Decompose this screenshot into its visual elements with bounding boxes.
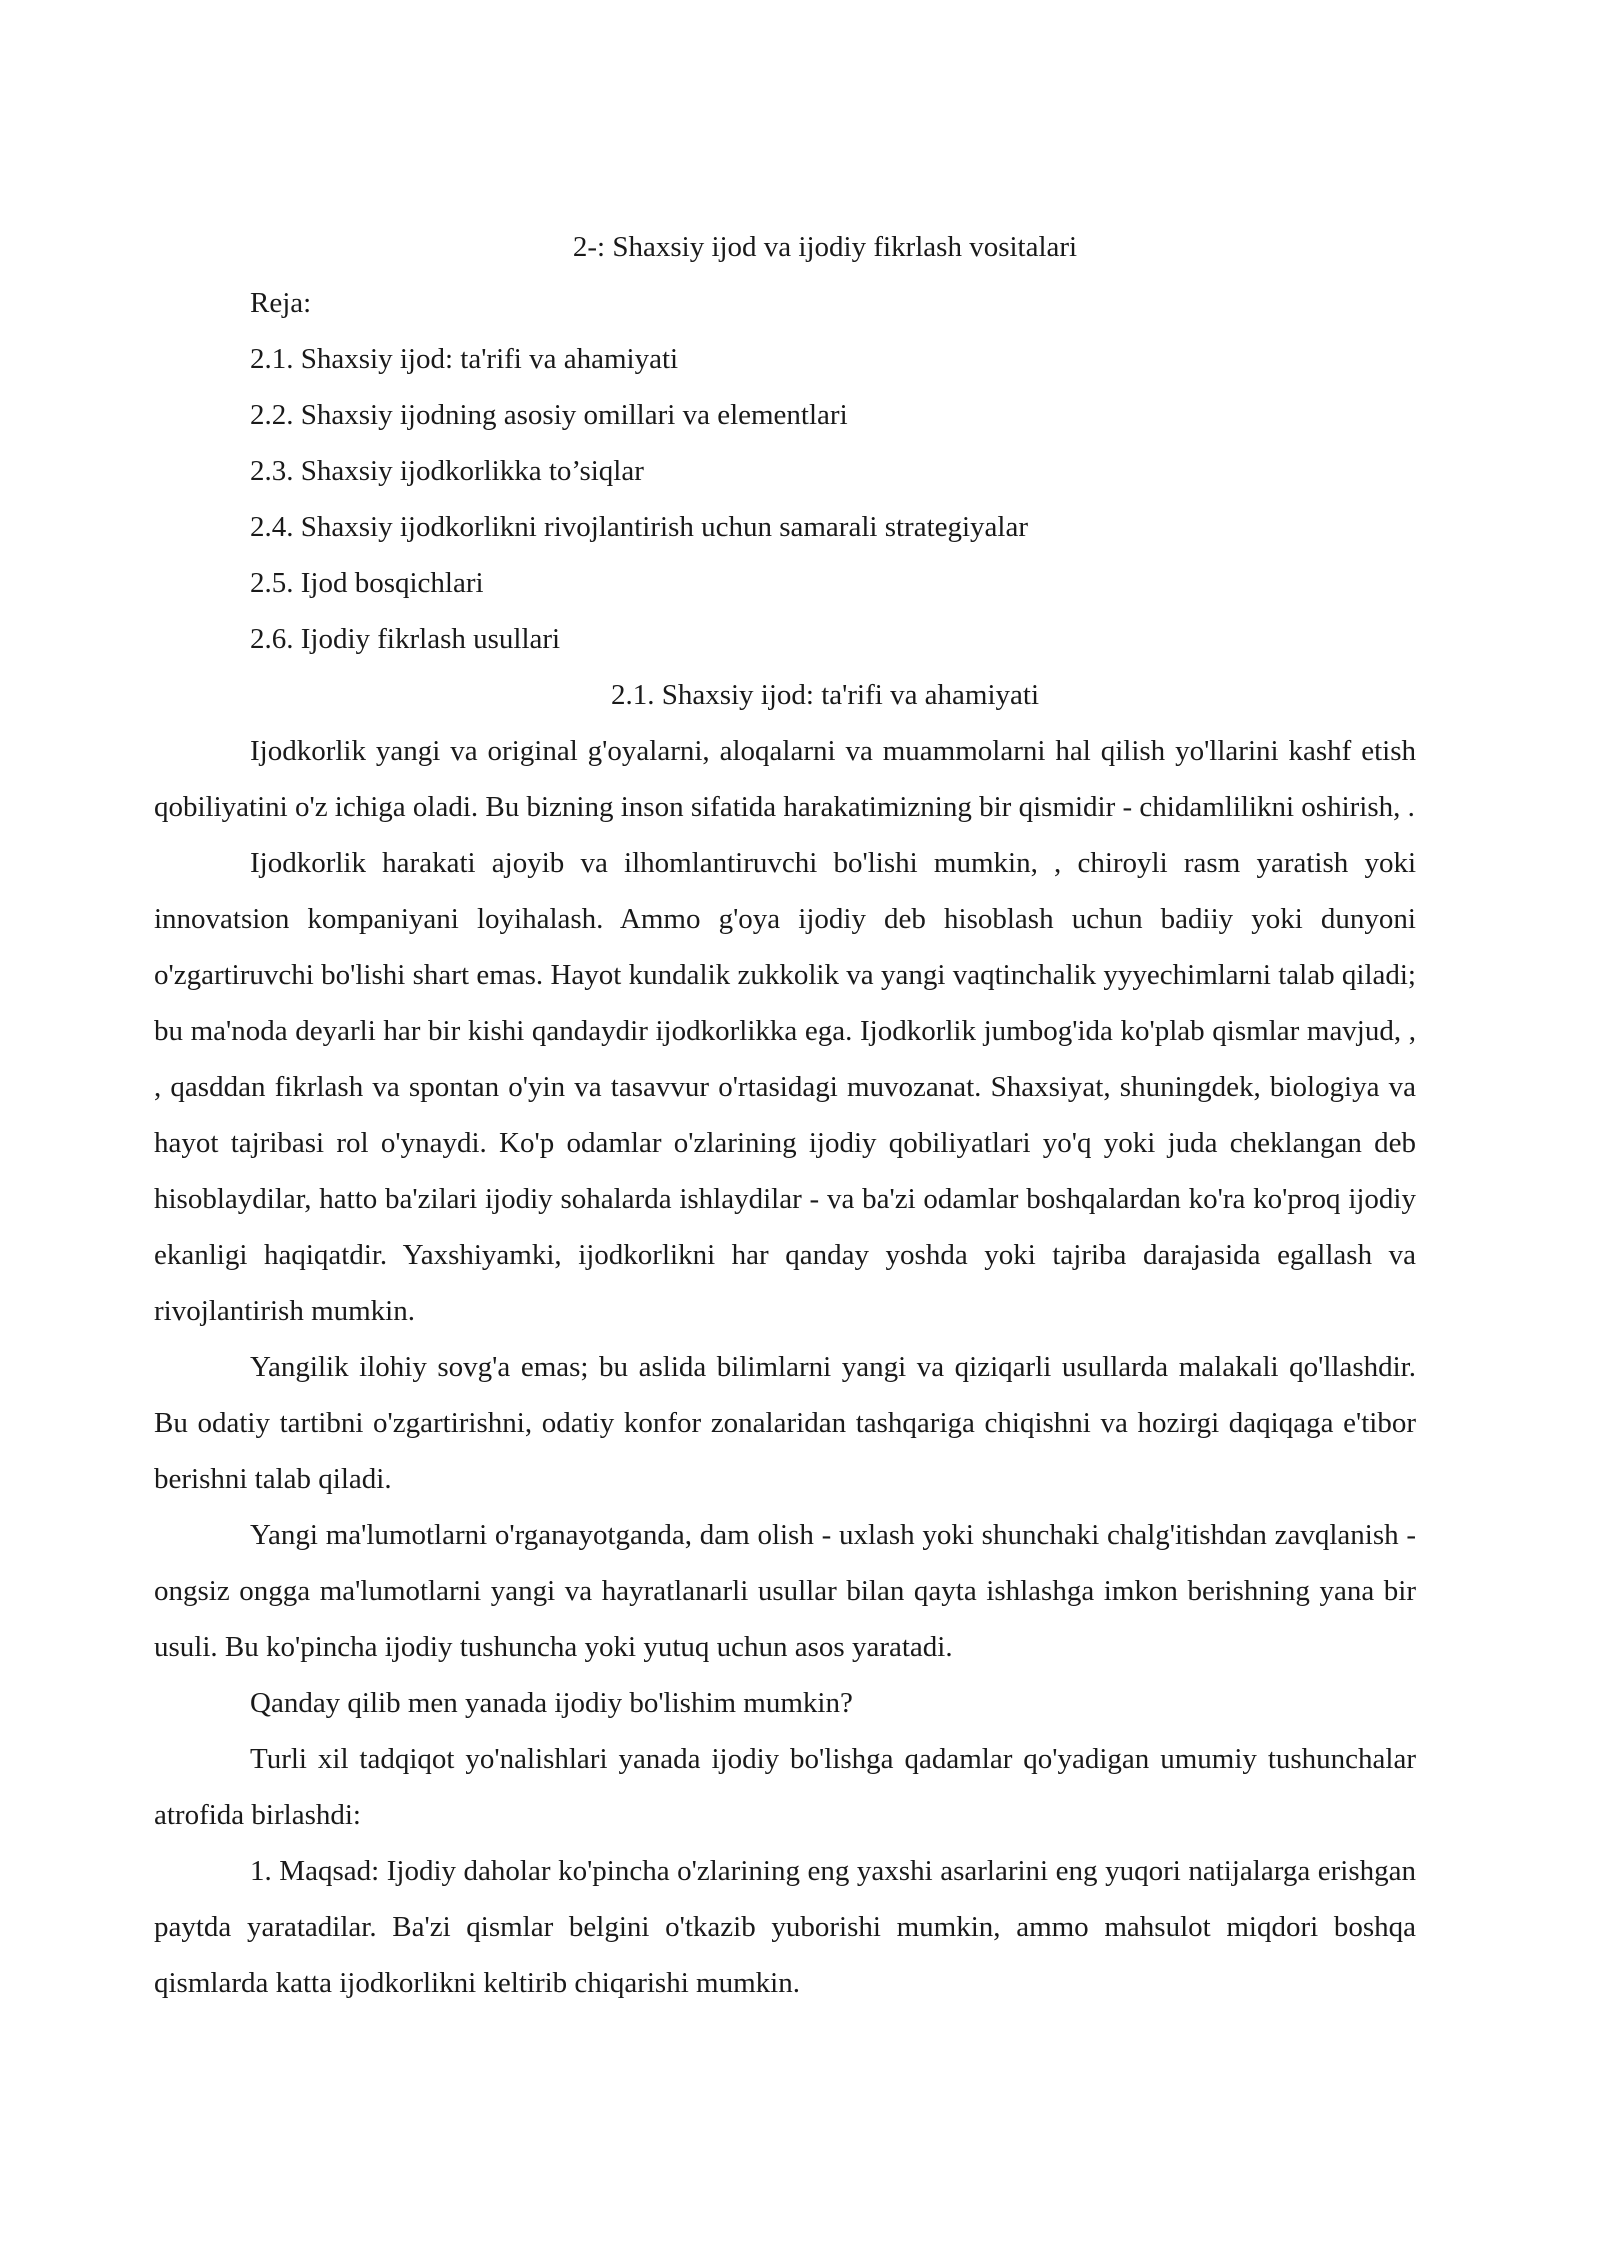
- document-body: [154, 220, 1416, 2011]
- plan-item: 2.1. Shaxsiy ijod: ta'rifi va ahamiyati: [250, 343, 679, 375]
- plan-label: Reja:: [250, 287, 312, 319]
- plan-item: 2.3. Shaxsiy ijodkorlikka to’siqlar: [250, 455, 644, 487]
- paragraph: Turli xil tadqiqot yo'nalishlari yanada ijodiy bo'lishga qadamlar qo'yadigan umumiy tushunchalar atrofida birlashdi:: [154, 1743, 1416, 1831]
- plan-item: 2.5. Ijod bosqichlari: [250, 567, 484, 599]
- paragraph: 1. Maqsad: Ijodiy daholar ko'pincha o'zlarining eng yaxshi asarlarini eng yuqori natijalarga erishgan paytda yaratadilar. Ba'zi qismlar belgini o'tkazib yuborishi mumkin, ammo mahsulot miqdori boshqa qismlarda katta ijodkorlikni keltirib chiqarishi mumkin.: [154, 1855, 1416, 1999]
- paragraph: Yangilik ilohiy sovg'a emas; bu aslida bilimlarni yangi va qiziqarli usullarda malakali qo'llashdir. Bu odatiy tartibni o'zgartirishni, odatiy konfor zonalaridan tashqariga chiqishni va hozirgi daqiqaga e'tibor berishni talab qiladi.: [154, 1351, 1416, 1495]
- paragraph: Ijodkorlik harakati ajoyib va ilhomlantiruvchi bo'lishi mumkin, , chiroyli rasm yaratish yoki innovatsion kompaniyani loyihalash. Ammo g'oya ijodiy deb hisoblash uchun badiiy yoki dunyoni o'zgartiruvchi bo'lishi shart emas. Hayot kundalik zukkolik va yangi vaqtinchalik yyyechimlarni talab qiladi; bu ma'noda deyarli har bir kishi qandaydir ijodkorlikka ega. Ijodkorlik jumbog'ida ko'plab qismlar mavjud, , , qasddan fikrlash va spontan o'yin va tasavvur o'rtasidagi muvozanat. Shaxsiyat, shuningdek, biologiya va hayot tajribasi rol o'ynaydi. Ko'p odamlar o'zlarining ijodiy qobiliyatlari yo'q yoki juda cheklangan deb hisoblaydilar, hatto ba'zilari ijodiy sohalarda ishlaydilar - va ba'zi odamlar boshqalardan ko'ra ko'proq ijodiy ekanligi haqiqatdir. Yaxshiyamki, ijodkorlikni har qanday yoshda yoki tajriba darajasida egallash va rivojlantirish mumkin.: [154, 847, 1416, 1327]
- document-title: 2-: Shaxsiy ijod va ijodiy fikrlash vositalari: [572, 231, 1078, 263]
- plan-item: 2.6. Ijodiy fikrlash usullari: [250, 623, 561, 655]
- plan-item: 2.4. Shaxsiy ijodkorlikni rivojlantirish uchun samarali strategiyalar: [250, 511, 1029, 543]
- section-heading: 2.1. Shaxsiy ijod: ta'rifi va ahamiyati: [610, 679, 1040, 711]
- paragraph: Ijodkorlik yangi va original g'oyalarni, aloqalarni va muammolarni hal qilish yo'llarini kashf etish qobiliyatini o'z ichiga oladi. Bu bizning inson sifatida harakatimizning bir qismidir - chidamlilikni oshirish, .: [154, 735, 1416, 823]
- paragraph: Yangi ma'lumotlarni o'rganayotganda, dam olish - uxlash yoki shunchaki chalg'itishdan zavqlanish - ongsiz ongga ma'lumotlarni yangi va hayratlanarli usullar bilan qayta ishlashga imkon berishning yana bir usuli. Bu ko'pincha ijodiy tushuncha yoki yutuq uchun asos yaratadi.: [154, 1519, 1416, 1663]
- plan-item: 2.2. Shaxsiy ijodning asosiy omillari va elementlari: [250, 399, 848, 431]
- paragraph: Qanday qilib men yanada ijodiy bo'lishim mumkin?: [250, 1687, 853, 1719]
